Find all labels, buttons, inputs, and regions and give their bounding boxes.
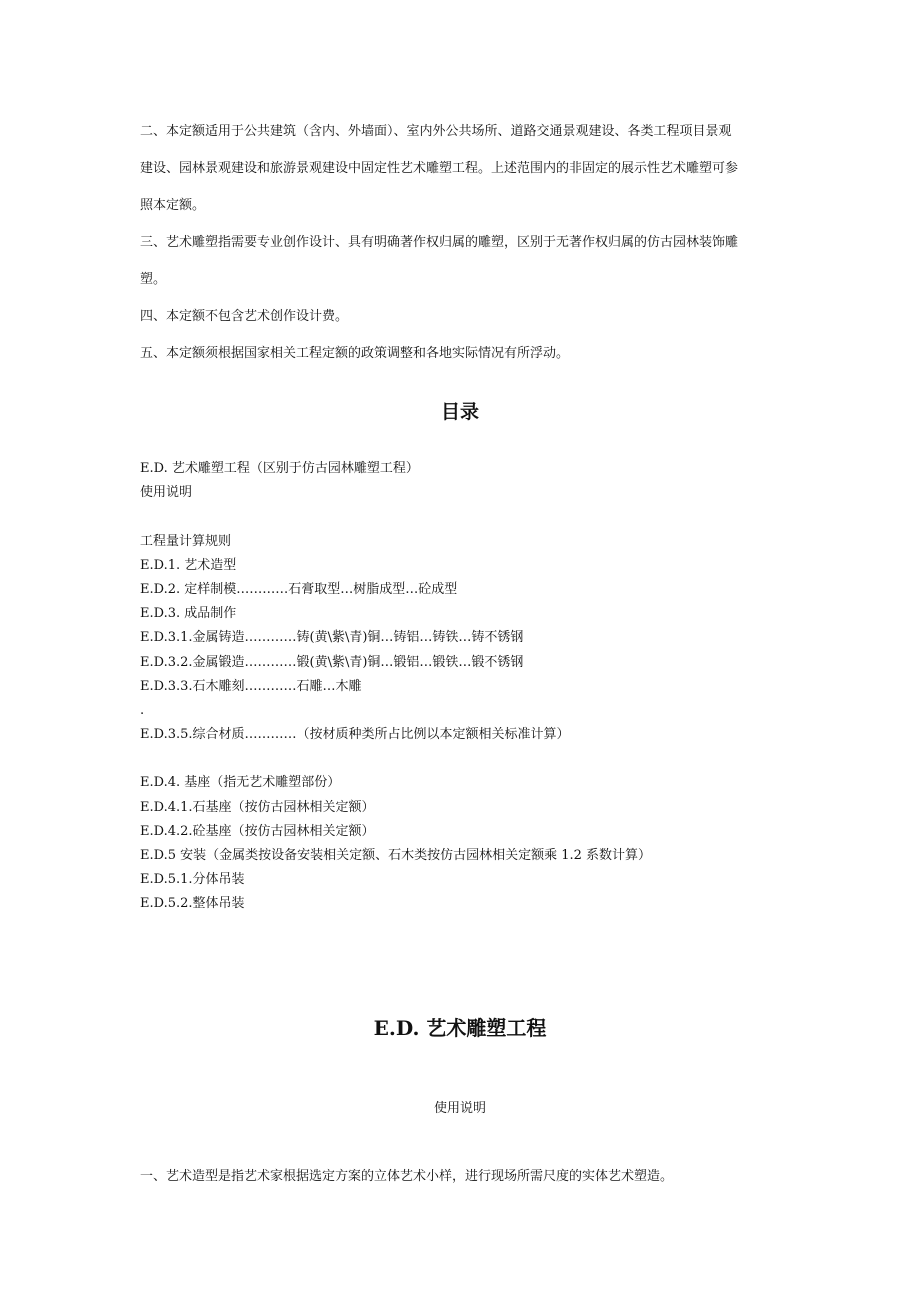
toc-entry[interactable]: E.D.3.5.综合材质…………（按材质种类所占比例以本定额相关标准计算） — [140, 727, 570, 743]
section-paragraph: 一、艺术造型是指艺术家根据选定方案的立体艺术小样，进行现场所需尺度的实体艺术塑造。 — [140, 1169, 674, 1184]
intro-line: 二、本定额适用于公共建筑（含内、外墙面）、室内外公共场所、道路交通景观建设、各类工程项目景观 — [140, 124, 732, 139]
toc-entry[interactable]: E.D.1. 艺术造型 — [140, 557, 237, 573]
intro-line: 建设、园林景观建设和旅游景观建设中固定性艺术雕塑工程。上述范围内的非固定的展示性艺术雕塑可参 — [140, 161, 739, 176]
toc-entry[interactable]: E.D.3. 成品制作 — [140, 606, 237, 622]
toc-spacer — [140, 505, 800, 529]
intro-line: 四、本定额不包含艺术创作设计费。 — [140, 309, 349, 324]
toc-entry[interactable]: E.D.4. 基座（指无艺术雕塑部份） — [140, 775, 341, 791]
intro-line: 照本定额。 — [140, 198, 206, 213]
toc-entry: . — [140, 702, 145, 718]
toc-entry[interactable]: E.D.3.3.石木雕刻…………石雕…木雕 — [140, 678, 362, 694]
toc-entry[interactable]: E.D.2. 定样制模…………石膏取型…树脂成型…砼成型 — [140, 581, 458, 597]
toc-spacer — [140, 747, 800, 771]
toc-entry[interactable]: E.D.4.2.砼基座（按仿古园林相关定额） — [140, 823, 375, 839]
table-of-contents — [140, 457, 800, 917]
toc-entry[interactable]: 使用说明 — [140, 485, 193, 501]
intro-line: 三、艺术雕塑指需要专业创作设计、具有明确著作权归属的雕塑，区别于无著作权归属的仿古园林装饰雕 — [140, 235, 739, 250]
toc-entry[interactable]: E.D.5.2.整体吊装 — [140, 896, 245, 912]
toc-entry[interactable]: E.D.5.1.分体吊装 — [140, 872, 245, 888]
section-subtitle: 使用说明 — [433, 1101, 486, 1116]
intro-paragraphs — [140, 113, 780, 372]
toc-entry[interactable]: 工程量计算规则 — [140, 533, 232, 549]
toc-entry[interactable]: E.D.4.1.石基座（按仿古园林相关定额） — [140, 799, 375, 815]
section-title: E.D. 艺术雕塑工程 — [373, 1016, 547, 1040]
toc-entry[interactable]: E.D. 艺术雕塑工程（区别于仿古园林雕塑工程） — [140, 461, 419, 476]
intro-line: 塑。 — [140, 272, 167, 287]
toc-entry[interactable]: E.D.5 安装（金属类按设备安装相关定额、石木类按仿古园林相关定额乘 1.2 系数计算） — [140, 848, 652, 863]
toc-entry[interactable]: E.D.3.1.金属铸造…………铸(黄\紫\青)铜…铸铝…铸铁…铸不锈钢 — [140, 630, 524, 646]
toc-entry[interactable]: E.D.3.2.金属锻造…………锻(黄\紫\青)铜…锻铝…锻铁…锻不锈钢 — [140, 654, 524, 670]
intro-line: 五、本定额须根据国家相关工程定额的政策调整和各地实际情况有所浮动。 — [140, 346, 570, 361]
toc-title: 目录 — [440, 401, 479, 423]
